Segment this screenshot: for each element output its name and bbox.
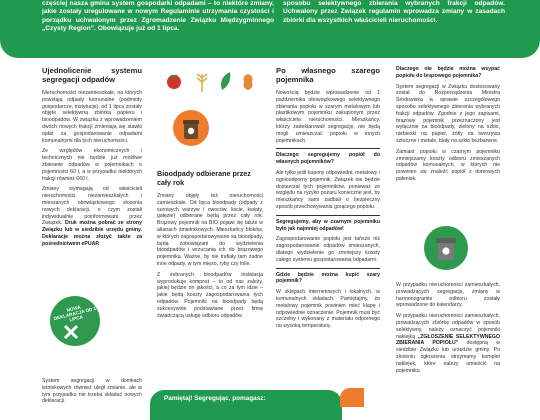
bio-bin-circle xyxy=(173,110,209,146)
cross-mark-icon xyxy=(50,296,100,346)
column-segregation xyxy=(42,66,142,252)
divider xyxy=(276,268,380,269)
badge-text: NOWA DEKLARACJA OD 1 LIPCA xyxy=(53,304,97,323)
col4-paragraph-4 xyxy=(396,313,500,374)
banner-right-text: sposobu selektywnego zbierania wybranych frakcji odpadów. Uchwalony przez Związek regulamin wprowadza zmiany w zasadach zbiórki dla wszystkich właścicieli nieruchomości. xyxy=(283,0,505,24)
column-bio xyxy=(157,193,263,323)
col1-paragraph-3 xyxy=(42,186,142,247)
tomato-icon xyxy=(167,75,181,89)
col1-paragraph-2: Ze względów ekonomicznych i technicznych nie będzie już możliwe zbieranie odpadów w pojemnikach o pojemności 60 l, a w przypadku niektórych frakcji również 660 l. xyxy=(42,148,142,182)
col4-question-1: Dlaczego nie będzie można wsypać popiołu do brązowego pojemnika? xyxy=(396,66,500,79)
divider xyxy=(276,148,380,149)
col2-paragraph-2: Z zebranych bioodpadów instalacja wyprodukuje kompost – to od nas zależy, jakiej będzie on jakości, a co za tym idzie – jakie będą koszty zagospodarowania tych odpadów. Pojemniki na bioodpady będą sukcesywnie podstawiane przez firmę świadczącą usługę odbioru odpadów. xyxy=(157,271,263,319)
col1-footer xyxy=(42,378,142,409)
col4-paragraph-4-text: W przypadku nieruchomości zamieszkałych, prowadzących zbiórkę odpadów w sposób selektywny, należy oznaczyć pojemniki naklejką xyxy=(396,313,500,340)
col1-paragraph-3-text: Zmiany wymagają od właścicieli nieruchomości niezamieszkałych i mieszanych obowiązkowego złożenia nowych deklaracji, o czym zostali indywidualnie poinformowani przez Związek. xyxy=(42,186,142,227)
leaf-icon xyxy=(221,72,230,90)
col4-label-bold: „ZGŁOSZENIE SELEKTYWNEGO ZBIERANIA POPIOŁU” xyxy=(396,333,500,347)
col1-paragraph-3-bold: Druk można pobrać ze strony Związku lub w siedzibie urzędu gminy. Deklaracje można złożyć także za pośrednictwem ePUAP. xyxy=(42,220,142,247)
banner-left-text: częściej nasza gmina system gospodarki odpadami – to niektóre zmiany, jakie zostały uregulowane w nowym Regulaminie utrzymania czystości i porządku uchwalonym przez Zgromadzenie Związku Międzygminnego „Czysty Region”. Obowiązuje już od 1 lipca. xyxy=(42,0,274,33)
column-ash-faq xyxy=(396,66,500,187)
apple-core-icon xyxy=(244,74,253,90)
col3-answer-3: W sklepach internetowych i lokalnych, w komunalnych składach. Pamiętajmy, że metalowy pojemnik powinien mieć klapę i odpowiednie oznaczenie. Pojemnik musi być szczelny i wykonany z materiału odpornego na wysoką temperaturę. xyxy=(276,289,380,330)
col4-answer-1: System segregacji w Związku dostosowany został do Rozporządzenia Ministra Środowiska w sprawie szczegółowego sposobu selektywnego zbierania wybranych frakcji odpadów. Zgodnie z jego zapisami, brązowy pojemnik przeznaczony jest wyłącznie na bioodpady, zielony na szkło, niebieski na papier, żółty na tworzywa sztuczne i metale, biały na szkło bezbarwne. xyxy=(396,83,500,144)
top-banner xyxy=(0,0,540,58)
col1-paragraph-4: System segregacji w domkach letniskowych również uległ zmianie, ale w tym przypadku nie trzeba składać nowych deklaracji. xyxy=(42,378,142,405)
col4-answer-2: Zamiast popiołu w czarnym pojemniku zmniejszamy koszty odbioru zmieszanych odpadów komunalnych, w których nie powinien się znaleźć popiół z domowych palenisk. xyxy=(396,148,500,182)
column-ash-faq-lower xyxy=(396,282,500,378)
ash-bin-circle xyxy=(424,226,468,270)
bio-bin-icon xyxy=(173,110,209,146)
orange-corner-accent xyxy=(340,388,364,407)
ash-bin-icon xyxy=(424,226,468,270)
col1-paragraph-1: Nieruchomości niezamieszkałe, na których powstają odpady komunalne (podmioty gospodarcze, instytucje), od 1 lipca zostały objęte selektywną zbiórką papieru i bioodpadów. W związku z wprowadzeniem dwóch nowych frakcji zmieniają się stawki opłat za gospodarowanie odpadami komunalnymi dla tych nieruchomości. xyxy=(42,90,142,144)
column-ash xyxy=(276,66,380,334)
reminder-title: Pamiętaj! Segregując, pomagasz: xyxy=(164,395,266,402)
col4-paragraph-5: dostępną w siedzibie Związku lub urzędzie gminy. Po złożeniu zgłoszenia otrzymamy komplet naklejek, które należy umieścić na pojemniku. xyxy=(396,340,500,374)
col3-question-1: Dlaczego segregujemy popiół do własnych pojemników? xyxy=(276,152,380,166)
heading-ash-bin: Po własnego szarego pojemnika xyxy=(276,66,380,84)
new-declaration-badge xyxy=(50,296,100,346)
col3-question-3: Gdzie będzie można kupić szary pojemnik? xyxy=(276,271,380,285)
col2-paragraph-1: Zmiany objęły też nieruchomości zamieszkałe. Od lipca bioodpady (odpady z surowych warzyw i owoców, liście, kwiaty, gałęzie) odbierane będą przez cały rok. Brązowy pojemnik na BIO pojawi się także w altanach śmietnikowych. Mieszkańcy bloków, w których zagospodarowywane są bioodpady, będą zobowiązani do wydzielenia bioodpadów i wrzucania ich do brązowego pojemnika. Ważne, by nie trafiały tam żadne inne odpady, w tym mięso, ryby czy folie. xyxy=(157,193,263,267)
col4-paragraph-3: W przypadku nieruchomości zamieszkałych, prowadzących segregację, zmiany w harmonogramie odbioru zostały wprowadzone do kalendarzy. xyxy=(396,282,500,309)
col3-question-2: Segregujemy, aby w czarnym pojemniku było jak najmniej odpadów! xyxy=(276,218,380,232)
col3-answer-1: Ale tylko jeśli kupimy odpowiedni, metalowy i ognioodporny pojemnik. Związek nie będzie dostarczał tych pojemników, ponieważ ze względu na ryzyko pożaru konieczne jest, by mieszkańcy sami zadbali o bezpieczny sposób przechowywania gorącego popiołu. xyxy=(276,169,380,210)
col3-paragraph-1: Nowością będzie wprowadzenie od 1 października obowiązkowego selektywnego zbierania popiołu w szarym metalowym lub plastikowym pojemniku zakupionym przez właściciela nieruchomości. Mieszkańcy, którzy zadeklarowali segregację, nie będą mogli umieszczać popiołu w innych pojemnikach. xyxy=(276,90,380,144)
heading-unified-system: Ujednolicenie systemu segregacji odpadów xyxy=(42,66,142,84)
col3-answer-2: Zagospodarowanie popiołu jest tańsze niż zagospodarowanie odpadów zmieszanych, dlatego wydzielenie go zmniejszy koszty całego systemu gospodarowania odpadami. xyxy=(276,236,380,263)
grain-icon xyxy=(197,74,207,92)
waste-icons xyxy=(160,66,264,96)
reminder-box xyxy=(150,390,342,420)
bio-title: Bioodpady odbierane przez cały rok xyxy=(157,169,251,187)
divider xyxy=(276,215,380,216)
